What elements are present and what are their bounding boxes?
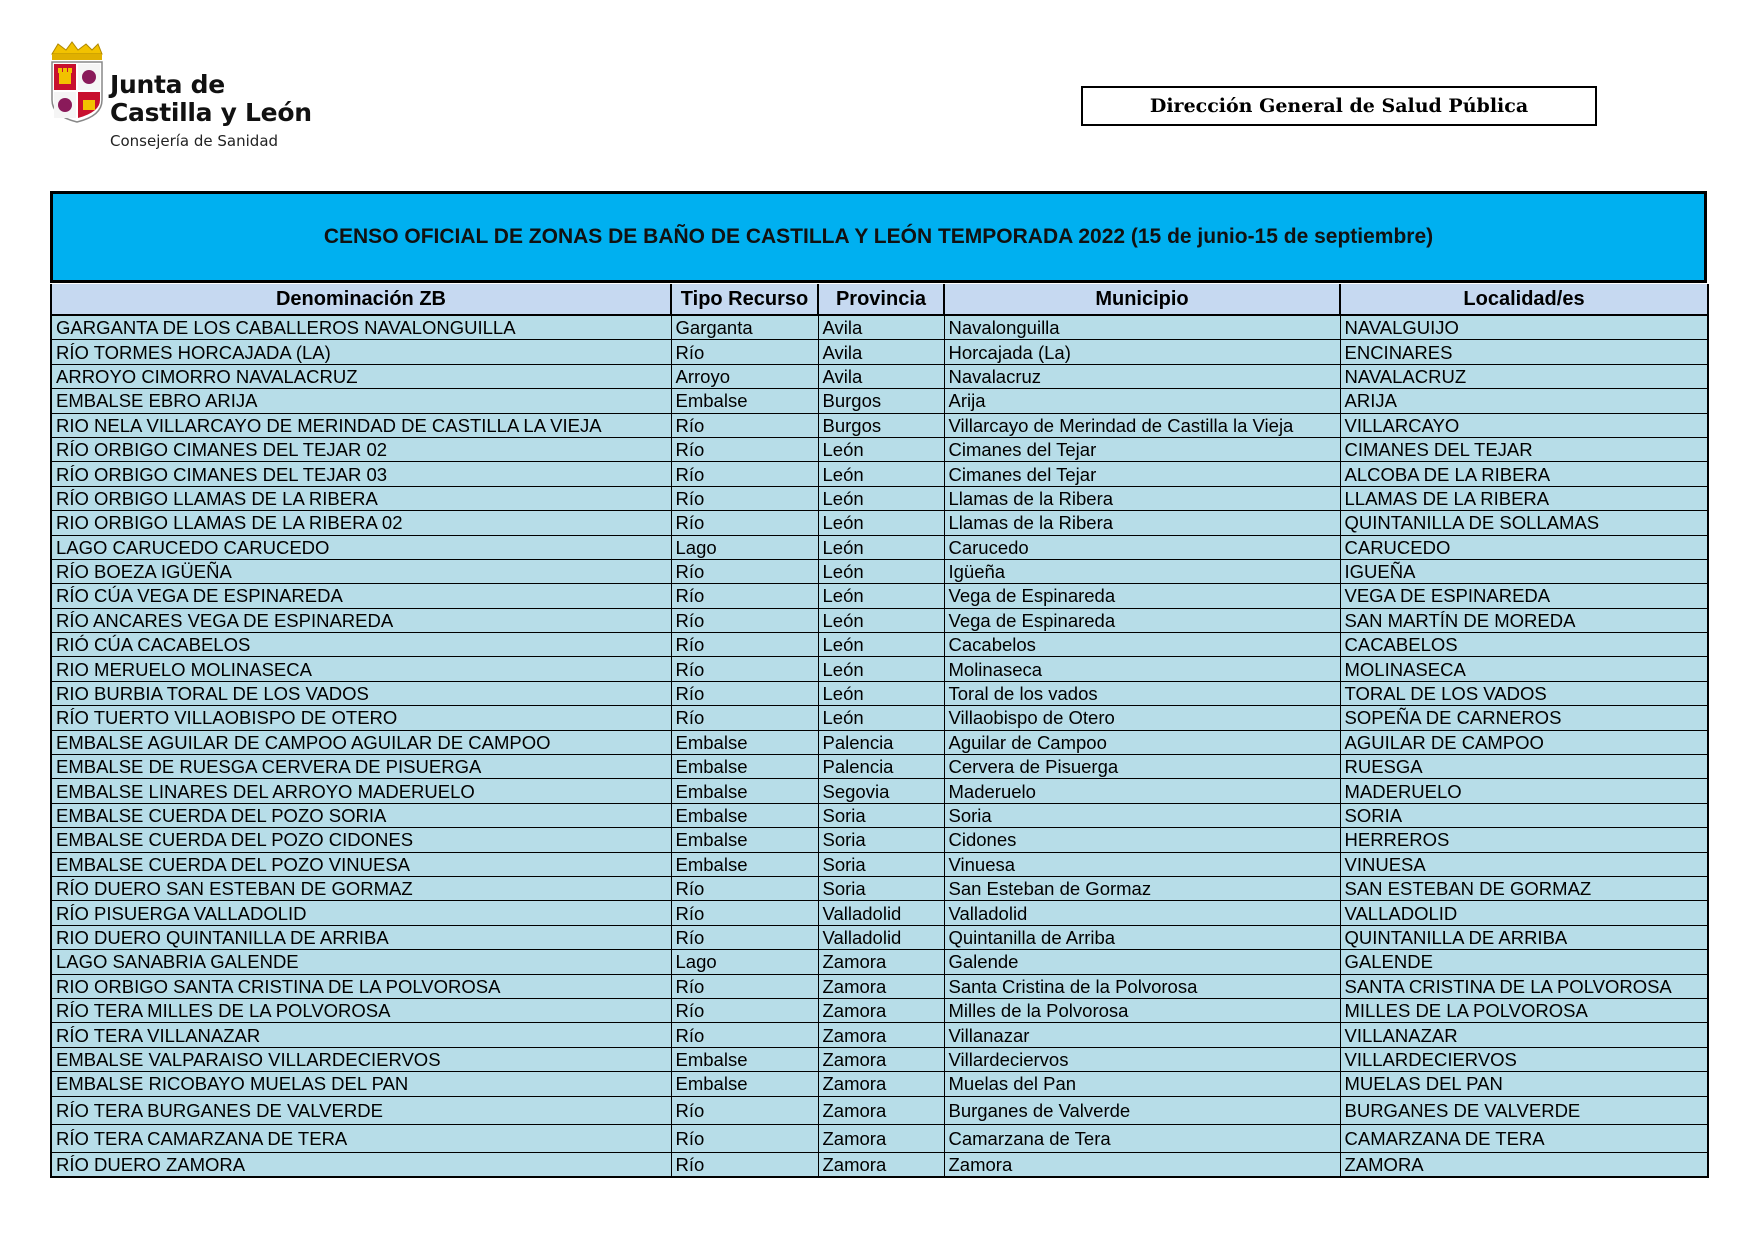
cell-denominacion: RIO ORBIGO SANTA CRISTINA DE LA POLVOROSA — [51, 974, 671, 998]
cell-tipo-recurso: Río — [671, 876, 818, 900]
cell-provincia: Valladolid — [818, 901, 944, 925]
cell-denominacion: GARGANTA DE LOS CABALLEROS NAVALONGUILLA — [51, 315, 671, 340]
cell-tipo-recurso: Embalse — [671, 852, 818, 876]
cell-municipio: San Esteban de Gormaz — [944, 876, 1340, 900]
coat-of-arms-icon — [48, 40, 108, 130]
cell-provincia: León — [818, 486, 944, 510]
cell-denominacion: EMBALSE LINARES DEL ARROYO MADERUELO — [51, 779, 671, 803]
table-row — [51, 340, 1708, 364]
cell-localidad: MILLES DE LA POLVOROSA — [1340, 998, 1708, 1022]
cell-municipio: Burganes de Valverde — [944, 1096, 1340, 1124]
cell-denominacion: RIO NELA VILLARCAYO DE MERINDAD DE CASTILLA LA VIEJA — [51, 413, 671, 437]
cell-municipio: Navalacruz — [944, 364, 1340, 388]
cell-denominacion: LAGO SANABRIA GALENDE — [51, 950, 671, 974]
cell-localidad: GALENDE — [1340, 950, 1708, 974]
cell-municipio: Molinaseca — [944, 657, 1340, 681]
cell-municipio: Vinuesa — [944, 852, 1340, 876]
cell-provincia: Zamora — [818, 974, 944, 998]
cell-provincia: Zamora — [818, 950, 944, 974]
cell-denominacion: EMBALSE CUERDA DEL POZO CIDONES — [51, 828, 671, 852]
cell-municipio: Santa Cristina de la Polvorosa — [944, 974, 1340, 998]
table-header-row — [51, 284, 1708, 315]
cell-tipo-recurso: Río — [671, 633, 818, 657]
cell-provincia: Zamora — [818, 998, 944, 1022]
cell-municipio: Villarcayo de Merindad de Castilla la Vieja — [944, 413, 1340, 437]
table-row — [51, 1124, 1708, 1152]
column-header-municipio: Municipio — [944, 284, 1340, 315]
cell-municipio: Horcajada (La) — [944, 340, 1340, 364]
cell-localidad: SORIA — [1340, 803, 1708, 827]
cell-tipo-recurso: Río — [671, 1096, 818, 1124]
cell-provincia: Burgos — [818, 413, 944, 437]
cell-localidad: VEGA DE ESPINAREDA — [1340, 584, 1708, 608]
cell-localidad: IGUEÑA — [1340, 559, 1708, 583]
cell-localidad: VALLADOLID — [1340, 901, 1708, 925]
cell-denominacion: RIO BURBIA TORAL DE LOS VADOS — [51, 681, 671, 705]
cell-provincia: León — [818, 706, 944, 730]
cell-tipo-recurso: Embalse — [671, 1072, 818, 1096]
cell-municipio: Llamas de la Ribera — [944, 511, 1340, 535]
cell-municipio: Zamora — [944, 1152, 1340, 1177]
cell-localidad: MOLINASECA — [1340, 657, 1708, 681]
cell-tipo-recurso: Lago — [671, 535, 818, 559]
cell-denominacion: RÍO CÚA VEGA DE ESPINAREDA — [51, 584, 671, 608]
cell-localidad: CACABELOS — [1340, 633, 1708, 657]
cell-tipo-recurso: Embalse — [671, 389, 818, 413]
cell-municipio: Soria — [944, 803, 1340, 827]
cell-localidad: ALCOBA DE LA RIBERA — [1340, 462, 1708, 486]
cell-localidad: CIMANES DEL TEJAR — [1340, 437, 1708, 461]
cell-provincia: León — [818, 681, 944, 705]
cell-denominacion: RÍO ORBIGO LLAMAS DE LA RIBERA — [51, 486, 671, 510]
cell-denominacion: EMBALSE EBRO ARIJA — [51, 389, 671, 413]
cell-localidad: HERREROS — [1340, 828, 1708, 852]
table-row — [51, 779, 1708, 803]
table-row — [51, 1072, 1708, 1096]
cell-tipo-recurso: Río — [671, 706, 818, 730]
cell-denominacion: RÍO ORBIGO CIMANES DEL TEJAR 02 — [51, 437, 671, 461]
cell-tipo-recurso: Río — [671, 486, 818, 510]
table-row — [51, 389, 1708, 413]
table-row — [51, 852, 1708, 876]
cell-localidad: LLAMAS DE LA RIBERA — [1340, 486, 1708, 510]
cell-provincia: León — [818, 657, 944, 681]
cell-provincia: Zamora — [818, 1072, 944, 1096]
cell-denominacion: RÍO TUERTO VILLAOBISPO DE OTERO — [51, 706, 671, 730]
cell-denominacion: RÍO TERA MILLES DE LA POLVOROSA — [51, 998, 671, 1022]
cell-tipo-recurso: Río — [671, 437, 818, 461]
cell-localidad: MADERUELO — [1340, 779, 1708, 803]
column-header-localidad: Localidad/es — [1340, 284, 1708, 315]
table-row — [51, 315, 1708, 340]
cell-tipo-recurso: Río — [671, 559, 818, 583]
cell-denominacion: RÍO DUERO ZAMORA — [51, 1152, 671, 1177]
cell-localidad: VINUESA — [1340, 852, 1708, 876]
cell-provincia: Zamora — [818, 1124, 944, 1152]
table-row — [51, 901, 1708, 925]
cell-provincia: Avila — [818, 340, 944, 364]
cell-provincia: León — [818, 437, 944, 461]
cell-provincia: León — [818, 633, 944, 657]
cell-provincia: Burgos — [818, 389, 944, 413]
cell-localidad: SAN ESTEBAN DE GORMAZ — [1340, 876, 1708, 900]
cell-denominacion: RIO ORBIGO LLAMAS DE LA RIBERA 02 — [51, 511, 671, 535]
table-row — [51, 608, 1708, 632]
cell-tipo-recurso: Río — [671, 901, 818, 925]
cell-municipio: Galende — [944, 950, 1340, 974]
cell-denominacion: ARROYO CIMORRO NAVALACRUZ — [51, 364, 671, 388]
table-row — [51, 730, 1708, 754]
cell-tipo-recurso: Embalse — [671, 1047, 818, 1071]
cell-tipo-recurso: Río — [671, 1124, 818, 1152]
table-row — [51, 681, 1708, 705]
column-header-tipo: Tipo Recurso — [671, 284, 818, 315]
logo — [48, 40, 328, 155]
cell-localidad: VILLARCAYO — [1340, 413, 1708, 437]
cell-municipio: Camarzana de Tera — [944, 1124, 1340, 1152]
cell-tipo-recurso: Río — [671, 1023, 818, 1047]
census-table — [50, 284, 1709, 1178]
cell-denominacion: RÍO TERA CAMARZANA DE TERA — [51, 1124, 671, 1152]
cell-tipo-recurso: Río — [671, 925, 818, 949]
cell-provincia: Segovia — [818, 779, 944, 803]
cell-provincia: Zamora — [818, 1096, 944, 1124]
table-row — [51, 876, 1708, 900]
cell-denominacion: RÍO BOEZA IGÜEÑA — [51, 559, 671, 583]
cell-denominacion: RÍO PISUERGA VALLADOLID — [51, 901, 671, 925]
cell-localidad: TORAL DE LOS VADOS — [1340, 681, 1708, 705]
table-row — [51, 803, 1708, 827]
table-row — [51, 437, 1708, 461]
cell-tipo-recurso: Lago — [671, 950, 818, 974]
cell-tipo-recurso: Río — [671, 584, 818, 608]
cell-denominacion: EMBALSE DE RUESGA CERVERA DE PISUERGA — [51, 755, 671, 779]
table-row — [51, 584, 1708, 608]
cell-municipio: Vega de Espinareda — [944, 608, 1340, 632]
cell-municipio: Llamas de la Ribera — [944, 486, 1340, 510]
cell-provincia: Soria — [818, 828, 944, 852]
cell-localidad: CAMARZANA DE TERA — [1340, 1124, 1708, 1152]
cell-municipio: Quintanilla de Arriba — [944, 925, 1340, 949]
cell-localidad: ENCINARES — [1340, 340, 1708, 364]
cell-municipio: Toral de los vados — [944, 681, 1340, 705]
table-row — [51, 462, 1708, 486]
cell-municipio: Cacabelos — [944, 633, 1340, 657]
cell-localidad: BURGANES DE VALVERDE — [1340, 1096, 1708, 1124]
cell-provincia: León — [818, 559, 944, 583]
cell-denominacion: RIO MERUELO MOLINASECA — [51, 657, 671, 681]
cell-localidad: VILLANAZAR — [1340, 1023, 1708, 1047]
cell-tipo-recurso: Embalse — [671, 779, 818, 803]
cell-tipo-recurso: Río — [671, 462, 818, 486]
cell-localidad: CARUCEDO — [1340, 535, 1708, 559]
cell-tipo-recurso: Río — [671, 413, 818, 437]
cell-tipo-recurso: Embalse — [671, 803, 818, 827]
cell-localidad: QUINTANILLA DE ARRIBA — [1340, 925, 1708, 949]
cell-municipio: Cimanes del Tejar — [944, 462, 1340, 486]
cell-localidad: MUELAS DEL PAN — [1340, 1072, 1708, 1096]
cell-localidad: RUESGA — [1340, 755, 1708, 779]
table-row — [51, 950, 1708, 974]
department-box: Dirección General de Salud Pública — [1081, 86, 1597, 126]
table-row — [51, 1047, 1708, 1071]
cell-tipo-recurso: Embalse — [671, 828, 818, 852]
cell-denominacion: RÍO TORMES HORCAJADA (LA) — [51, 340, 671, 364]
cell-municipio: Villaobispo de Otero — [944, 706, 1340, 730]
cell-denominacion: RÍO ORBIGO CIMANES DEL TEJAR 03 — [51, 462, 671, 486]
table-row — [51, 998, 1708, 1022]
cell-denominacion: RIÓ CÚA CACABELOS — [51, 633, 671, 657]
cell-localidad: SANTA CRISTINA DE LA POLVOROSA — [1340, 974, 1708, 998]
table-row — [51, 559, 1708, 583]
cell-denominacion: RÍO TERA BURGANES DE VALVERDE — [51, 1096, 671, 1124]
cell-localidad: SAN MARTÍN DE MOREDA — [1340, 608, 1708, 632]
cell-provincia: Palencia — [818, 755, 944, 779]
cell-tipo-recurso: Arroyo — [671, 364, 818, 388]
cell-localidad: AGUILAR DE CAMPOO — [1340, 730, 1708, 754]
table-row — [51, 364, 1708, 388]
cell-denominacion: EMBALSE VALPARAISO VILLARDECIERVOS — [51, 1047, 671, 1071]
document-title: CENSO OFICIAL DE ZONAS DE BAÑO DE CASTILLA Y LEÓN TEMPORADA 2022 (15 de junio-15 de septiembre) — [50, 191, 1707, 283]
cell-municipio: Cervera de Pisuerga — [944, 755, 1340, 779]
cell-provincia: Avila — [818, 315, 944, 340]
column-header-denominacion: Denominación ZB — [51, 284, 671, 315]
cell-localidad: NAVALACRUZ — [1340, 364, 1708, 388]
cell-provincia: Valladolid — [818, 925, 944, 949]
cell-tipo-recurso: Río — [671, 511, 818, 535]
cell-municipio: Maderuelo — [944, 779, 1340, 803]
logo-subtitle: Consejería de Sanidad — [110, 132, 279, 150]
table-row — [51, 1096, 1708, 1124]
cell-denominacion: RÍO DUERO SAN ESTEBAN DE GORMAZ — [51, 876, 671, 900]
table-row — [51, 706, 1708, 730]
cell-denominacion: RIO DUERO QUINTANILLA DE ARRIBA — [51, 925, 671, 949]
cell-provincia: Soria — [818, 803, 944, 827]
cell-municipio: Navalonguilla — [944, 315, 1340, 340]
cell-provincia: León — [818, 535, 944, 559]
cell-denominacion: RÍO ANCARES VEGA DE ESPINAREDA — [51, 608, 671, 632]
table-row — [51, 1023, 1708, 1047]
logo-title-line2: Castilla y León — [110, 98, 312, 127]
cell-tipo-recurso: Río — [671, 1152, 818, 1177]
cell-denominacion: EMBALSE CUERDA DEL POZO SORIA — [51, 803, 671, 827]
cell-localidad: ARIJA — [1340, 389, 1708, 413]
cell-municipio: Vega de Espinareda — [944, 584, 1340, 608]
cell-localidad: NAVALGUIJO — [1340, 315, 1708, 340]
table-row — [51, 755, 1708, 779]
cell-provincia: Zamora — [818, 1152, 944, 1177]
cell-denominacion: EMBALSE CUERDA DEL POZO VINUESA — [51, 852, 671, 876]
cell-denominacion: RÍO TERA VILLANAZAR — [51, 1023, 671, 1047]
cell-localidad: ZAMORA — [1340, 1152, 1708, 1177]
table-row — [51, 413, 1708, 437]
cell-provincia: León — [818, 584, 944, 608]
cell-tipo-recurso: Río — [671, 681, 818, 705]
cell-municipio: Milles de la Polvorosa — [944, 998, 1340, 1022]
cell-municipio: Muelas del Pan — [944, 1072, 1340, 1096]
cell-localidad: SOPEÑA DE CARNEROS — [1340, 706, 1708, 730]
cell-localidad: VILLARDECIERVOS — [1340, 1047, 1708, 1071]
cell-provincia: Avila — [818, 364, 944, 388]
cell-municipio: Carucedo — [944, 535, 1340, 559]
cell-tipo-recurso: Río — [671, 657, 818, 681]
table-row — [51, 657, 1708, 681]
table-body — [51, 315, 1708, 1177]
cell-provincia: León — [818, 511, 944, 535]
cell-tipo-recurso: Río — [671, 998, 818, 1022]
cell-tipo-recurso: Embalse — [671, 755, 818, 779]
cell-provincia: Zamora — [818, 1023, 944, 1047]
cell-denominacion: EMBALSE RICOBAYO MUELAS DEL PAN — [51, 1072, 671, 1096]
cell-municipio: Villardeciervos — [944, 1047, 1340, 1071]
cell-provincia: León — [818, 462, 944, 486]
column-header-provincia: Provincia — [818, 284, 944, 315]
cell-provincia: Soria — [818, 876, 944, 900]
cell-municipio: Valladolid — [944, 901, 1340, 925]
cell-municipio: Igüeña — [944, 559, 1340, 583]
table-row — [51, 633, 1708, 657]
cell-provincia: Soria — [818, 852, 944, 876]
table-row — [51, 828, 1708, 852]
table-row — [51, 535, 1708, 559]
cell-municipio: Cidones — [944, 828, 1340, 852]
table-row — [51, 974, 1708, 998]
table-row — [51, 925, 1708, 949]
cell-municipio: Arija — [944, 389, 1340, 413]
cell-provincia: Zamora — [818, 1047, 944, 1071]
cell-tipo-recurso: Embalse — [671, 730, 818, 754]
cell-municipio: Cimanes del Tejar — [944, 437, 1340, 461]
cell-localidad: QUINTANILLA DE SOLLAMAS — [1340, 511, 1708, 535]
cell-denominacion: EMBALSE AGUILAR DE CAMPOO AGUILAR DE CAMPOO — [51, 730, 671, 754]
cell-tipo-recurso: Río — [671, 340, 818, 364]
cell-tipo-recurso: Río — [671, 974, 818, 998]
table-row — [51, 511, 1708, 535]
cell-municipio: Villanazar — [944, 1023, 1340, 1047]
table-row — [51, 486, 1708, 510]
logo-title-line1: Junta de — [110, 70, 225, 99]
table-row — [51, 1152, 1708, 1177]
cell-denominacion: LAGO CARUCEDO CARUCEDO — [51, 535, 671, 559]
cell-tipo-recurso: Garganta — [671, 315, 818, 340]
cell-provincia: León — [818, 608, 944, 632]
cell-tipo-recurso: Río — [671, 608, 818, 632]
cell-provincia: Palencia — [818, 730, 944, 754]
cell-municipio: Aguilar de Campoo — [944, 730, 1340, 754]
